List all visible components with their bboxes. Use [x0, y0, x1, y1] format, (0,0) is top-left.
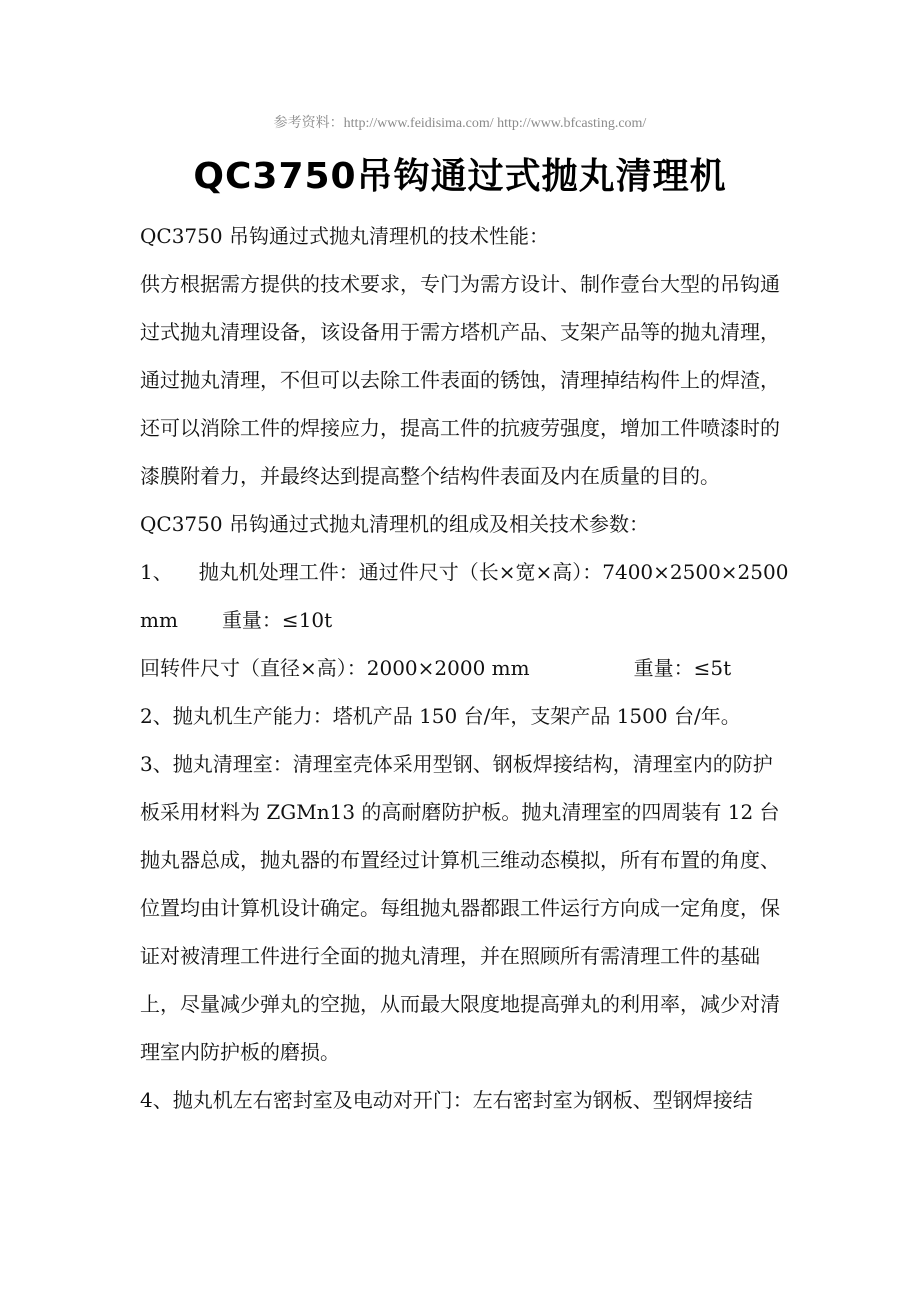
item-3-paragraph: 3、抛丸清理室：清理室壳体采用型钢、钢板焊接结构，清理室内的防护板采用材料为 ZGMn13 的高耐磨防护板。抛丸清理室的四周装有 12 台抛丸器总成，抛丸器的布置经过计算机三维动态模拟，所有布置的角度、位置均由计算机设计确定。每组抛丸器都跟工件运行方向成一定角度，保证对被清理工件进行全面的抛丸清理，并在照顾所有需清理工件的基础上，尽量减少弹丸的空抛，从而最大限度地提高弹丸的利用率，减少对清理室内防护板的磨损。	[140, 752, 780, 1064]
section-heading-performance: QC3750 吊钩通过式抛丸清理机的技术性能：	[140, 224, 549, 248]
document-body	[140, 212, 790, 1124]
item-1-unit: mm	[140, 608, 178, 632]
item-1-rotary-line	[140, 644, 790, 692]
item-1-weight: 重量：≤10t	[221, 608, 333, 632]
item-1-line	[140, 548, 790, 596]
section-heading-components: QC3750 吊钩通过式抛丸清理机的组成及相关技术参数：	[140, 512, 649, 536]
item-1-number: 1、	[140, 560, 173, 584]
item-1-text: 抛丸机处理工件：通过件尺寸（长×宽×高）：7400×2500×2500	[198, 560, 789, 584]
item-4-paragraph: 4、抛丸机左右密封室及电动对开门：左右密封室为钢板、型钢焊接结	[140, 1088, 753, 1112]
reference-links: 参考资料：http://www.feidisima.com/ http://www.bfcasting.com/	[273, 116, 647, 131]
intro-paragraph: 供方根据需方提供的技术要求，专门为需方设计、制作壹台大型的吊钩通过式抛丸清理设备，该设备用于需方塔机产品、支架产品等的抛丸清理，通过抛丸清理，不但可以去除工件表面的锈蚀，清理掉结构件上的焊渣，还可以消除工件的焊接应力，提高工件的抗疲劳强度，增加工件喷漆时的漆膜附着力，并最终达到提高整个结构件表面及内在质量的目的。	[140, 272, 780, 488]
item-2-paragraph: 2、抛丸机生产能力：塔机产品 150 台/年，支架产品 1500 台/年。	[140, 704, 741, 728]
item-1-rotary-text: 回转件尺寸（直径×高）：2000×2000 mm	[140, 656, 530, 680]
page-title: QC3750吊钩通过式抛丸清理机	[193, 156, 727, 197]
item-1-rotary-weight: 重量：≤5t	[633, 656, 732, 680]
item-1-weight-line	[140, 596, 790, 644]
